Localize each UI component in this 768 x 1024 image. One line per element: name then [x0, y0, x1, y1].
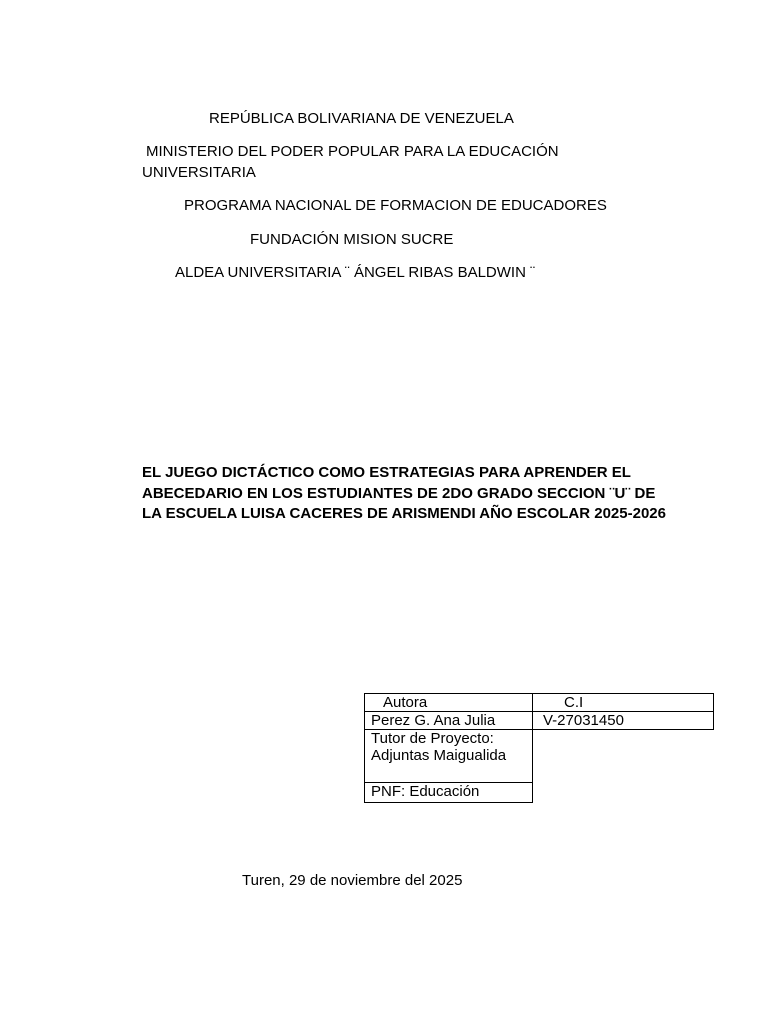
table-row — [365, 694, 714, 712]
document-title: EL JUEGO DICTÁCTICO COMO ESTRATEGIAS PARA APRENDER EL ABECEDARIO EN LOS ESTUDIANTES DE 2DO GRADO SECCION ¨U¨ DE LA ESCUELA LUISA CACERES DE ARISMENDI AÑO ESCOLAR 2025-2026 — [142, 464, 666, 522]
republica-heading: REPÚBLICA BOLIVARIANA DE VENEZUELA — [209, 110, 514, 127]
pnf-cell: PNF: Educación — [365, 783, 533, 803]
ministerio-heading-line1: MINISTERIO DEL PODER POPULAR PARA LA EDUCACIÓN — [146, 143, 559, 160]
programa-heading: PROGRAMA NACIONAL DE FORMACION DE EDUCADORES — [184, 197, 607, 214]
tutor-cell — [365, 730, 533, 783]
tutor-label: Tutor de Proyecto: — [371, 730, 494, 747]
ci-value-cell: V-27031450 — [533, 712, 714, 730]
ci-header-cell: C.I — [533, 694, 714, 712]
autora-name-cell: Perez G. Ana Julia — [365, 712, 533, 730]
table-row — [365, 730, 714, 783]
table-row — [365, 712, 714, 730]
aldea-heading: ALDEA UNIVERSITARIA ¨ ÁNGEL RIBAS BALDWIN ¨ — [175, 264, 536, 281]
author-info-table — [364, 693, 714, 803]
tutor-name: Adjuntas Maigualida — [371, 747, 507, 764]
autora-header-cell: Autora — [365, 694, 533, 712]
table-row — [365, 783, 714, 803]
ministerio-heading-line2: UNIVERSITARIA — [142, 164, 256, 181]
fundacion-heading: FUNDACIÓN MISION SUCRE — [250, 231, 454, 248]
place-date: Turen, 29 de noviembre del 2025 — [242, 872, 463, 889]
empty-cell — [533, 730, 714, 783]
empty-cell — [533, 783, 714, 803]
